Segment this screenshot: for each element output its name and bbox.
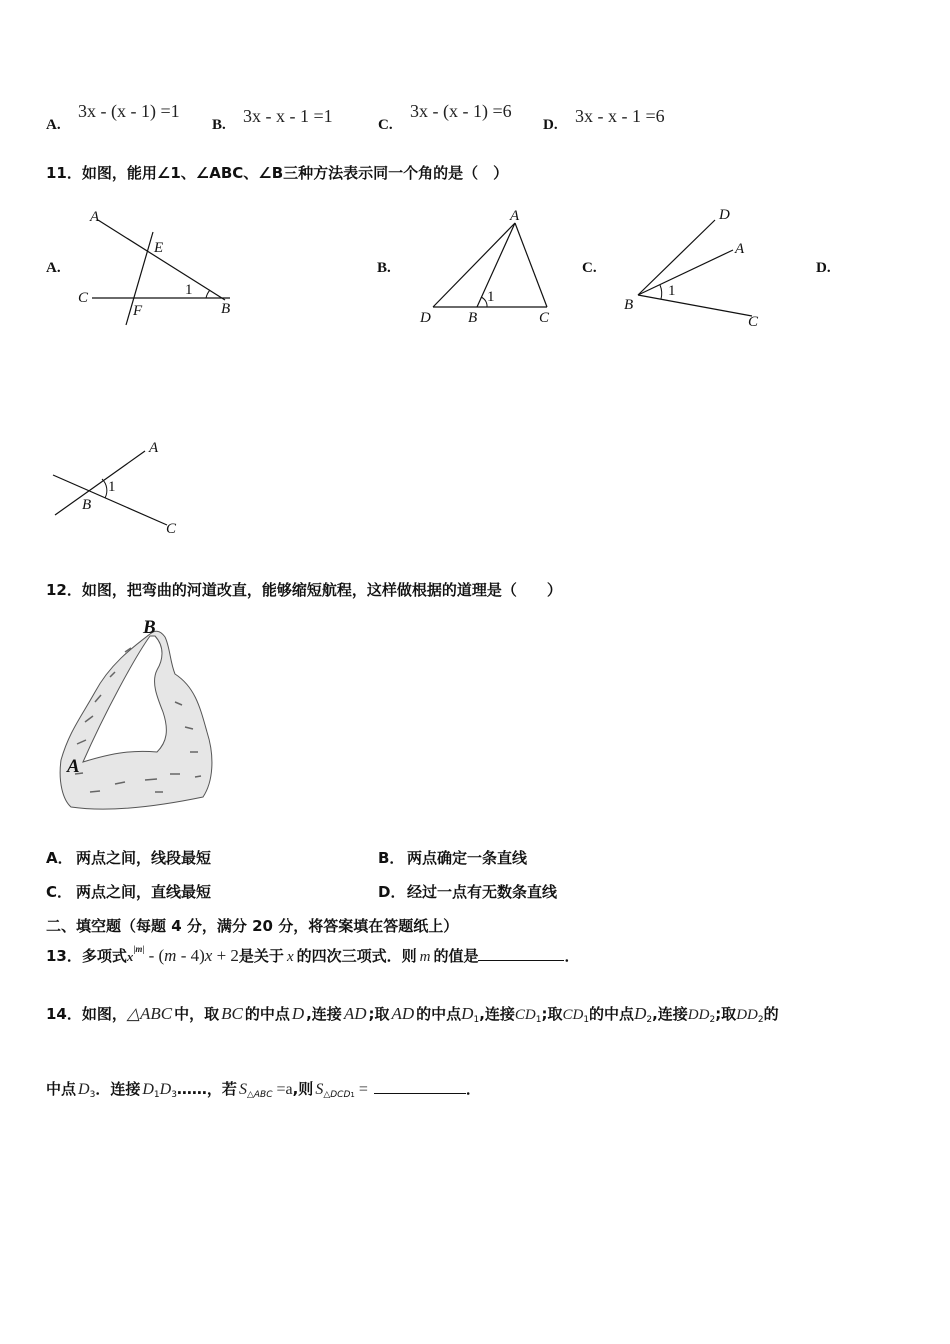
- fig-d-label-a: A: [149, 440, 159, 456]
- q10-option-c-letter: C.: [378, 117, 393, 133]
- q14-cd1-2-sub: 1: [583, 1015, 590, 1025]
- q13-mid2: 的四次三项式．则: [296, 947, 417, 965]
- q13-x2: x: [204, 946, 213, 965]
- q14-text-2: 的中点: [244, 1005, 290, 1023]
- q12-option-a-letter: A．: [46, 849, 73, 867]
- q14-l2-d1-sub: 1: [153, 1090, 160, 1100]
- fig-a-label-e: E: [154, 240, 164, 256]
- q14-d1: D: [461, 1004, 474, 1023]
- q11-figure-a: [70, 200, 260, 330]
- q14-l2-eq: =: [354, 1081, 368, 1098]
- q13-mid: 是关于: [238, 947, 284, 965]
- fig-a-label-f: F: [133, 303, 143, 319]
- q14-l2-d1: D: [142, 1081, 154, 1098]
- q10-option-d-letter: D.: [543, 117, 558, 133]
- q11-figure-c: [615, 200, 775, 330]
- q10-option-c-expr: 3x - (x - 1) =6: [410, 101, 512, 121]
- q10-option-a-letter: A.: [46, 117, 61, 133]
- section-2-header: 二、填空题（每题 4 分，满分 20 分，将答案填在答题纸上）: [46, 917, 459, 935]
- q14-l2-d3: D: [78, 1081, 90, 1098]
- fig-c-label-c: C: [748, 314, 759, 330]
- q10-option-d-expr: 3x - x - 1 =6: [575, 106, 665, 126]
- q14-l2-s-sub: △ABC: [246, 1090, 273, 1100]
- q13-answer-blank[interactable]: [478, 946, 564, 961]
- q14-text-0: 14．如图，: [46, 1005, 127, 1023]
- q14-d: D: [291, 1004, 305, 1023]
- q14-text-10: ;取: [715, 1005, 737, 1023]
- fig-c-label-a: A: [735, 241, 745, 257]
- q13-line: [46, 944, 580, 966]
- fig-c-label-b: B: [624, 297, 634, 313]
- q12-option-a-text: 两点之间，线段最短: [76, 849, 212, 867]
- q10-option-a-expr: 3x - (x - 1) =1: [78, 101, 180, 121]
- fig-b-label-1: 1: [487, 289, 495, 305]
- q14-l2-eq-a: =a: [272, 1081, 293, 1098]
- q14-l2-text-1: ．连接: [95, 1080, 141, 1098]
- q13-x: x: [126, 949, 134, 964]
- fig-c-label-d: D: [719, 207, 730, 223]
- q14-text-4: ;取: [368, 1005, 390, 1023]
- q14-l2-d3-sub: 3: [89, 1090, 96, 1100]
- q14-line-2: [46, 1078, 481, 1100]
- q12-option-b-text: 两点确定一条直线: [407, 849, 528, 867]
- q14-l2-d3b-sub: 3: [171, 1090, 177, 1100]
- q13-plus2: + 2: [212, 946, 239, 965]
- q13-abs-m: |m|: [133, 944, 145, 954]
- fig-c-label-1: 1: [668, 283, 676, 299]
- q11-text: 11．如图，能用∠1、∠ABC、∠B三种方法表示同一个角的是（ ）: [46, 164, 509, 182]
- q14-text-7: ;取: [541, 1005, 563, 1023]
- q11-option-b-letter: B.: [377, 260, 391, 276]
- q11-option-c-letter: C.: [582, 260, 597, 276]
- fig-b-label-c: C: [539, 310, 550, 326]
- q14-text-11: 的: [763, 1005, 779, 1023]
- q14-bc: BC: [221, 1004, 243, 1023]
- q12-text: 12．如图，把弯曲的河道改直，能够缩短航程，这样做根据的道理是（ ）: [46, 581, 562, 599]
- q14-l2-end: ．: [465, 1080, 481, 1098]
- fig-b-label-b: B: [468, 310, 478, 326]
- q14-text-9: ,连接: [652, 1005, 688, 1023]
- fig-a-label-b: B: [221, 301, 231, 317]
- q12-option-d-letter: D．: [378, 883, 406, 901]
- fig-d-label-c: C: [166, 521, 177, 537]
- q14-d2: D: [634, 1004, 647, 1023]
- q14-ad: AD: [343, 1004, 367, 1023]
- q14-text-5: 的中点: [416, 1005, 462, 1023]
- q14-cd1-sub: 1: [535, 1015, 542, 1025]
- q12-option-c-text: 两点之间，直线最短: [76, 883, 212, 901]
- q13-prefix: 13．多项式: [46, 947, 127, 965]
- q14-text-8: 的中点: [589, 1005, 635, 1023]
- q14-dd2-2: DD: [736, 1007, 758, 1023]
- q11-option-d-letter: D.: [816, 260, 831, 276]
- q11-option-a-letter: A.: [46, 260, 61, 276]
- q11-figure-b: [415, 205, 565, 330]
- q14-l2-text-2: ……，若: [176, 1080, 237, 1098]
- q14-ad-2: AD: [391, 1004, 415, 1023]
- q13-end: ．: [564, 947, 580, 965]
- fig-d-label-1: 1: [108, 479, 116, 495]
- q14-cd1: CD: [514, 1007, 536, 1023]
- q14-l2-s: S: [238, 1081, 247, 1098]
- q14-l2-s2-sub: △DCD: [323, 1090, 351, 1100]
- q14-text-6: ,连接: [479, 1005, 515, 1023]
- q14-l2-d3b: D: [159, 1081, 172, 1098]
- q14-dd2-sub: 2: [709, 1015, 716, 1025]
- q14-dd2: DD: [687, 1007, 710, 1023]
- q14-dd2-2-sub: 2: [757, 1015, 764, 1025]
- q12-option-c-letter: C．: [46, 883, 73, 901]
- q14-text-1: 中，取: [174, 1005, 220, 1023]
- fig-b-label-d: D: [420, 310, 431, 326]
- q13-m2: m: [419, 949, 431, 965]
- q11-figure-d: [45, 435, 195, 540]
- q10-option-b-letter: B.: [212, 117, 226, 133]
- q13-minus: - (: [144, 946, 165, 965]
- fig-a-label-c: C: [78, 290, 89, 306]
- q10-option-b-expr: 3x - x - 1 =1: [243, 106, 333, 126]
- q14-l2-s2: S: [315, 1081, 324, 1098]
- q13-rest: - 4): [176, 946, 205, 965]
- q13-x3: x: [286, 949, 294, 965]
- fig-b-label-a: A: [510, 208, 520, 224]
- q12-option-d-text: 经过一点有无数条直线: [407, 883, 558, 901]
- q13-suffix: 的值是: [433, 947, 479, 965]
- q14-d1-sub: 1: [473, 1015, 480, 1025]
- fig-a-label-1: 1: [185, 282, 193, 298]
- river-label-a: A: [67, 756, 80, 777]
- q13-m: m: [164, 946, 177, 965]
- q14-l2-s2-sub2: 1: [350, 1091, 355, 1099]
- q14-line-1: [46, 1003, 779, 1025]
- q14-l2-text-0: 中点: [46, 1080, 77, 1098]
- q14-l2-text-3: ,则: [292, 1080, 314, 1098]
- q14-triangle-abc: △ABC: [126, 1004, 173, 1023]
- fig-a-label-a: A: [90, 209, 100, 225]
- q14-d2-sub: 2: [646, 1015, 653, 1025]
- q14-cd1-2: CD: [562, 1007, 584, 1023]
- river-label-b: B: [143, 617, 156, 638]
- q14-text-3: ,连接: [306, 1005, 342, 1023]
- q12-option-b-letter: B．: [378, 849, 405, 867]
- q12-river-figure: [55, 612, 220, 817]
- q14-answer-blank[interactable]: [374, 1079, 466, 1094]
- fig-d-label-b: B: [82, 497, 92, 513]
